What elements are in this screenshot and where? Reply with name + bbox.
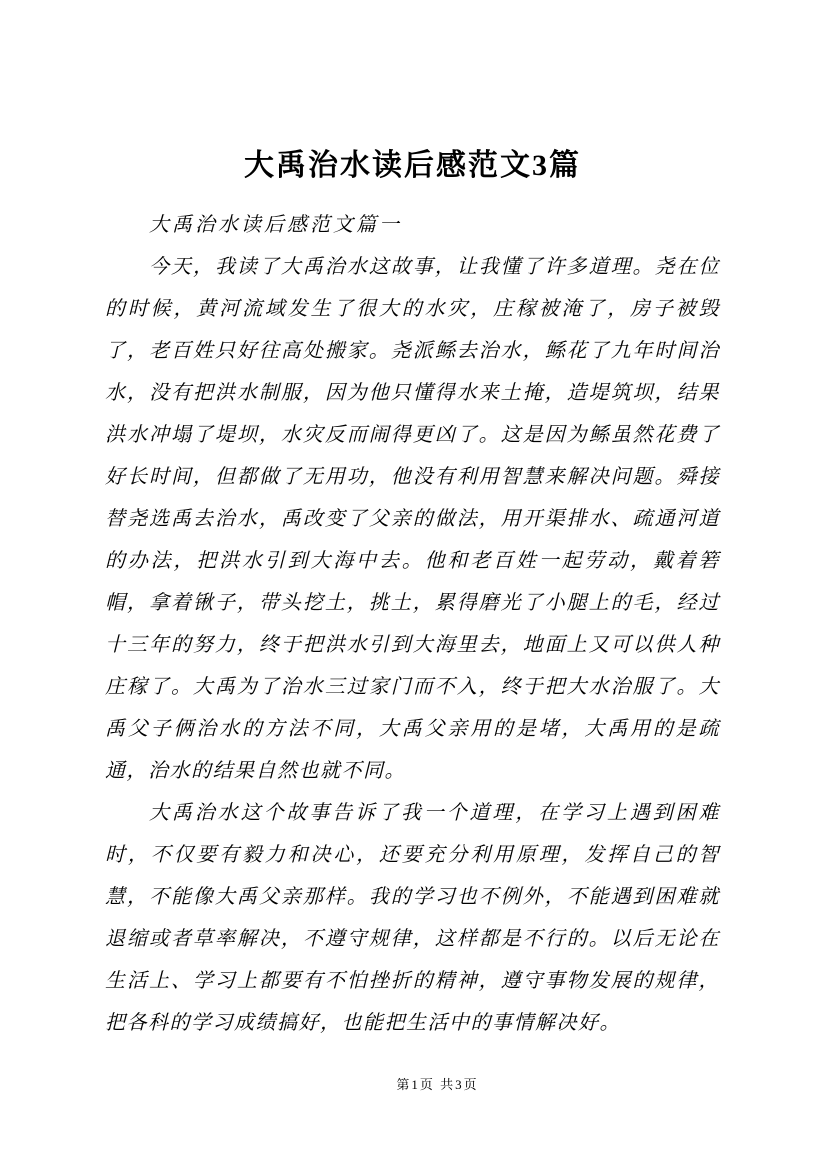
page-title: 大禹治水读后感范文3篇: [244, 149, 581, 182]
section-heading: 大禹治水读后感范文篇一: [149, 214, 402, 236]
page-number-indicator: 第1页 共3页: [396, 1077, 479, 1092]
paragraph-2: 大禹治水这个故事告诉了我一个道理，在学习上遇到困难时，不仅要有毅力和决心，还要充分利用原理，发挥自己的智慧，不能像大禹父亲那样。我的学习也不例外，不能遇到困难就退缩或者草率解决，不遵守规律，这样都是不行的。以后无论在生活上、学习上都要有不怕挫折的精神，遵守事物发展的规律，把各科的学习成绩搞好，也能把生活中的事情解决好。: [105, 802, 720, 1034]
paragraph-1: 今天，我读了大禹治水这故事，让我懂了许多道理。尧在位的时候，黄河流域发生了很大的水灾，庄稼被淹了，房子被毁了，老百姓只好往高处搬家。尧派鲧去治水，鲧花了九年时间治水，没有把洪水制服，因为他只懂得水来土掩，造堤筑坝，结果洪水冲塌了堤坝，水灾反而闹得更凶了。这是因为鲧虽然花费了好长时间，但都做了无用功，他没有利用智慧来解决问题。舜接替尧选禹去治水，禹改变了父亲的做法，用开渠排水、疏通河道的办法，把洪水引到大海中去。他和老百姓一起劳动，戴着箬帽，拿着锹子，带头挖土，挑土，累得磨光了小腿上的毛，经过十三年的努力，终于把洪水引到大海里去，地面上又可以供人种庄稼了。大禹为了治水三过家门而不入，终于把大水治服了。大禹父子俩治水的方法不同，大禹父亲用的是堵，大禹用的是疏通，治水的结果自然也就不同。: [105, 256, 720, 782]
page-footer: [0, 1074, 827, 1094]
document-content: [105, 144, 720, 1044]
